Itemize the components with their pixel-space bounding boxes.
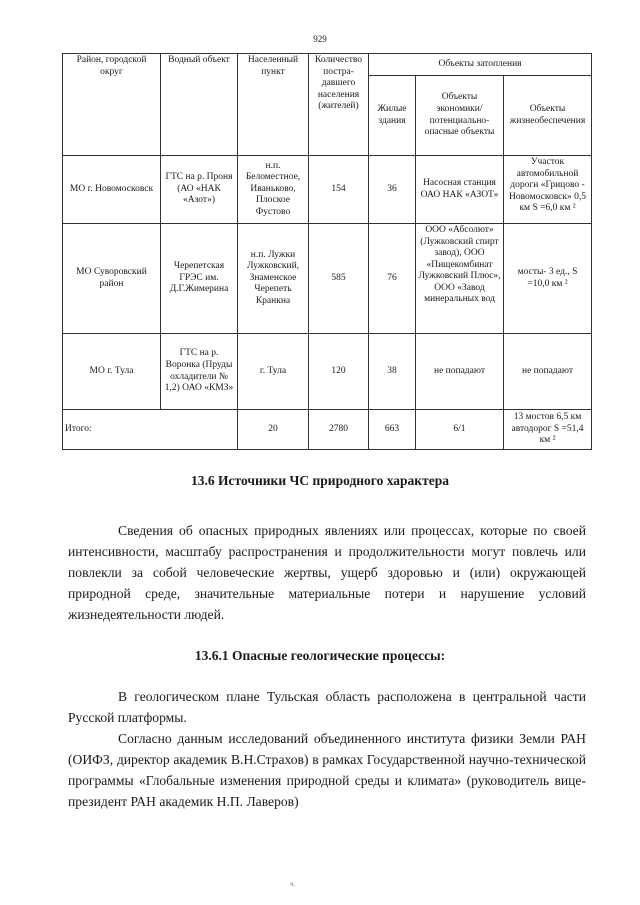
cell-affected: 585: [309, 224, 369, 334]
geology-text-2: Согласно данным исследований объединенного института физики Земли РАН (ОИФЗ, директор академик В.Н.Страхов) в рамках Государственной научно-технической программы «Глобальные изменения природной среды и климата» (руководитель вице-президент РАН академик Н.П. Лаверов): [68, 731, 586, 809]
section-13-6-1-title: 13.6.1 Опасные геологические процессы:: [194, 648, 446, 663]
header-flood-objects: Объекты затопления: [369, 54, 592, 76]
cell-economy: [416, 224, 504, 334]
header-affected-population: Количество постра-давшего населения (жителей): [309, 54, 369, 156]
header-settlement: Населенный пункт: [238, 54, 309, 156]
cell-affected: 154: [309, 156, 369, 224]
cell-economy: Насосная станция ОАО НАК «АЗОТ»: [416, 156, 504, 224]
header-residential: Жилые здания: [369, 76, 416, 156]
table-row: [63, 224, 592, 334]
cell-life-support: мосты- 3 ед., S =10,0 км ²: [504, 224, 592, 334]
header-water-body: Водный объект: [161, 54, 238, 156]
cell-economy-text: ООО «Абсолют» (Лужковский спирт завод), ООО «Пищекомбинат Лужковский Плюс», ООО «Завод минеральных вод: [418, 225, 501, 305]
cell-settlement: г. Тула: [238, 334, 309, 410]
cell-district: МО г. Тула: [63, 334, 161, 410]
cell-life-support-text: Участок автомобильной дороги «Грицово - Новомосковск» 0,5 км S =6,0 км ²: [509, 157, 586, 214]
header-life-support: Объекты жизнеобеспечения: [504, 76, 592, 156]
cell-settlement: н.п. Лужки Лужковский, Знаменское Черепеть Кранкна: [238, 224, 309, 334]
flood-objects-table: [62, 53, 592, 450]
cell-water-body: ГТС на р. Проня (АО «НАК «Азот»): [161, 156, 238, 224]
total-affected: 2780: [309, 410, 369, 450]
table-row: [63, 334, 592, 410]
cell-district: МО Суворовский район: [63, 224, 161, 334]
cell-economy: не попадают: [416, 334, 504, 410]
section-13-6-text: Сведения об опасных природных явлениях или процессах, которые по своей интенсивности, масштабу распространения и продолжительности могут повлечь или повлекли за собой человеческие жертвы, ущерб здоровью и (или) окружающей природной среде, значительные материальные потери и нарушение условий жизнедеятельности людей.: [68, 523, 586, 622]
total-settlements: 20: [238, 410, 309, 450]
header-district: Район, городской округ: [63, 54, 161, 156]
page-number: 929: [313, 34, 327, 44]
cell-district: МО г. Новомосковск: [63, 156, 161, 224]
cell-life-support: [504, 156, 592, 224]
total-label: Итого:: [63, 410, 238, 450]
cell-residential: 76: [369, 224, 416, 334]
geology-paragraph-1: [68, 686, 586, 728]
cell-residential: 36: [369, 156, 416, 224]
scan-mark: ч.: [290, 880, 296, 888]
cell-water-body: Черепетская ГРЭС им. Д.Г.Жимерина: [161, 224, 238, 334]
cell-water-body: ГТС на р. Воронка (Пруды охладители № 1,2) ОАО «КМЗ»: [161, 334, 238, 410]
geology-text-1: В геологическом плане Тульская область расположена в центральной части Русской платформы.: [68, 689, 586, 725]
section-13-6-title: 13.6 Источники ЧС природного характера: [191, 473, 449, 488]
cell-affected: 120: [309, 334, 369, 410]
total-economy: 6/1: [416, 410, 504, 450]
cell-life-support: не попадают: [504, 334, 592, 410]
total-row: [63, 410, 592, 450]
cell-settlement: н.п. Беломестное, Иваньково, Плоское Фустово: [238, 156, 309, 224]
table-row: [63, 156, 592, 224]
section-13-6-paragraph: [68, 520, 586, 625]
total-life-support: 13 мостов 6,5 км автодорог S =51,4 км ²: [504, 410, 592, 450]
total-residential: 663: [369, 410, 416, 450]
cell-residential: 38: [369, 334, 416, 410]
geology-paragraph-2: [68, 728, 586, 812]
header-economy: Объекты экономики/ потенциально-опасные объекты: [416, 76, 504, 156]
